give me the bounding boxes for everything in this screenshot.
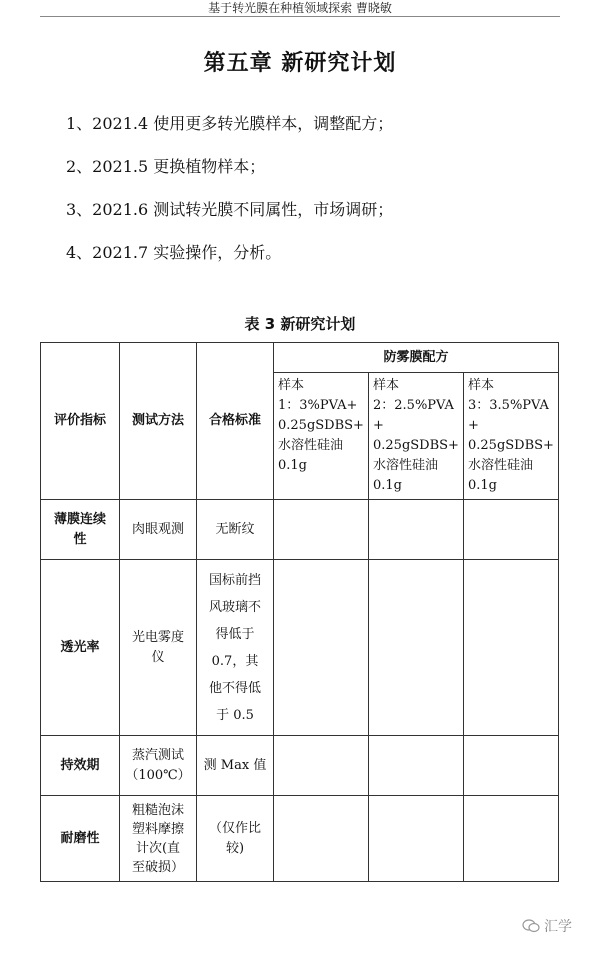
method-cell [120, 736, 197, 796]
criteria-line: 透光率 [60, 639, 100, 655]
criteria-cell [41, 796, 120, 882]
sample-line: + [468, 418, 479, 433]
standard-line: 国标前挡 [208, 572, 261, 588]
sample-result-cell [274, 500, 369, 560]
table-row [41, 796, 559, 882]
sample-result-cell [369, 796, 464, 882]
criteria-cell [41, 736, 120, 796]
table-row [41, 560, 559, 736]
method-line: 仪 [151, 649, 165, 665]
sample-line: 0.1g [373, 478, 402, 493]
chapter-title: 第五章 新研究计划 [203, 50, 397, 76]
criteria-line: 耐磨性 [60, 830, 100, 846]
plan-item: 2、2021.5 更换植物样本； [66, 157, 266, 176]
criteria-line: 性 [73, 531, 87, 547]
criteria-cell [41, 500, 120, 560]
sample-result-cell [464, 796, 559, 882]
sample-line: 0.1g [278, 458, 307, 473]
sample-line: 样本 [468, 378, 495, 393]
sample-result-cell [369, 500, 464, 560]
standard-line: 于 0.5 [216, 707, 254, 723]
plan-item: 1、2021.4 使用更多转光膜样本，调整配方； [66, 114, 394, 133]
header-criteria: 评价指标 [41, 343, 120, 500]
standard-line: 0.7，其 [211, 653, 259, 669]
sample-header-cell [274, 373, 369, 500]
criteria-line: 持效期 [60, 757, 100, 773]
sample-line: + [373, 418, 384, 433]
sample-line: 3：3.5%PVA [468, 398, 549, 413]
standard-cell [197, 796, 274, 882]
sample-result-cell [464, 736, 559, 796]
method-line: 计次(直 [135, 840, 181, 856]
sample-header-cell [464, 373, 559, 500]
sample-result-cell [464, 500, 559, 560]
sample-line: 0.25gSDBS+ [373, 438, 459, 453]
sample-line: 0.25gSDBS+ [278, 418, 364, 433]
method-cell [120, 560, 197, 736]
method-line: 肉眼观测 [131, 521, 184, 537]
sample-line: 0.1g [468, 478, 497, 493]
sample-result-cell [274, 796, 369, 882]
standard-line: 他不得低 [208, 680, 261, 696]
wechat-watermark [522, 916, 572, 936]
table-caption: 表 3 新研究计划 [244, 315, 356, 333]
standard-line: 无断纹 [215, 521, 255, 537]
method-line: （100℃） [125, 767, 191, 783]
header-formula-group: 防雾膜配方 [274, 343, 559, 373]
table-row [41, 500, 559, 560]
sample-line: 2：2.5%PVA [373, 398, 454, 413]
header-method: 测试方法 [120, 343, 197, 500]
sample-result-cell [274, 736, 369, 796]
research-plan-table [40, 342, 559, 882]
criteria-line: 薄膜连续 [53, 511, 106, 527]
sample-line: 水溶性硅油 [373, 458, 439, 473]
sample-line: 样本 [373, 378, 400, 393]
sample-line: 水溶性硅油 [278, 438, 344, 453]
method-line: 光电雾度 [131, 629, 184, 645]
standard-cell [197, 560, 274, 736]
sample-line: 样本 [278, 378, 305, 393]
sample-line: 1：3%PVA+ [278, 398, 358, 413]
standard-line: 得低于 [215, 626, 255, 642]
standard-line: 测 Max 值 [203, 757, 267, 773]
sample-result-cell [369, 736, 464, 796]
plan-item: 3、2021.6 测试转光膜不同属性，市场调研； [66, 200, 394, 219]
standard-cell [197, 736, 274, 796]
sample-line: 0.25gSDBS+ [468, 438, 554, 453]
running-header: 基于转光膜在种植领域探索 曹晓敏 [208, 1, 392, 15]
sample-line: 水溶性硅油 [468, 458, 534, 473]
sample-result-cell [464, 560, 559, 736]
method-line: 塑料摩擦 [131, 821, 184, 837]
header-standard: 合格标准 [197, 343, 274, 500]
method-cell [120, 500, 197, 560]
plan-list [66, 112, 393, 284]
table-header-row [41, 343, 559, 373]
standard-cell [197, 500, 274, 560]
standard-line: （仅作比 [208, 820, 261, 836]
criteria-cell [41, 560, 120, 736]
method-line: 蒸汽测试 [131, 747, 184, 763]
sample-header-cell [369, 373, 464, 500]
standard-line: 风玻璃不 [208, 599, 261, 615]
sample-result-cell [369, 560, 464, 736]
plan-item: 4、2021.7 实验操作，分析。 [66, 243, 282, 262]
method-line: 至破损） [131, 859, 184, 875]
table-row [41, 736, 559, 796]
method-cell [120, 796, 197, 882]
wechat-icon [522, 919, 540, 933]
standard-line: 较) [225, 840, 245, 856]
sample-result-cell [274, 560, 369, 736]
header-rule [40, 16, 560, 17]
watermark-label: 汇学 [544, 919, 572, 935]
method-line: 粗糙泡沫 [131, 802, 184, 818]
